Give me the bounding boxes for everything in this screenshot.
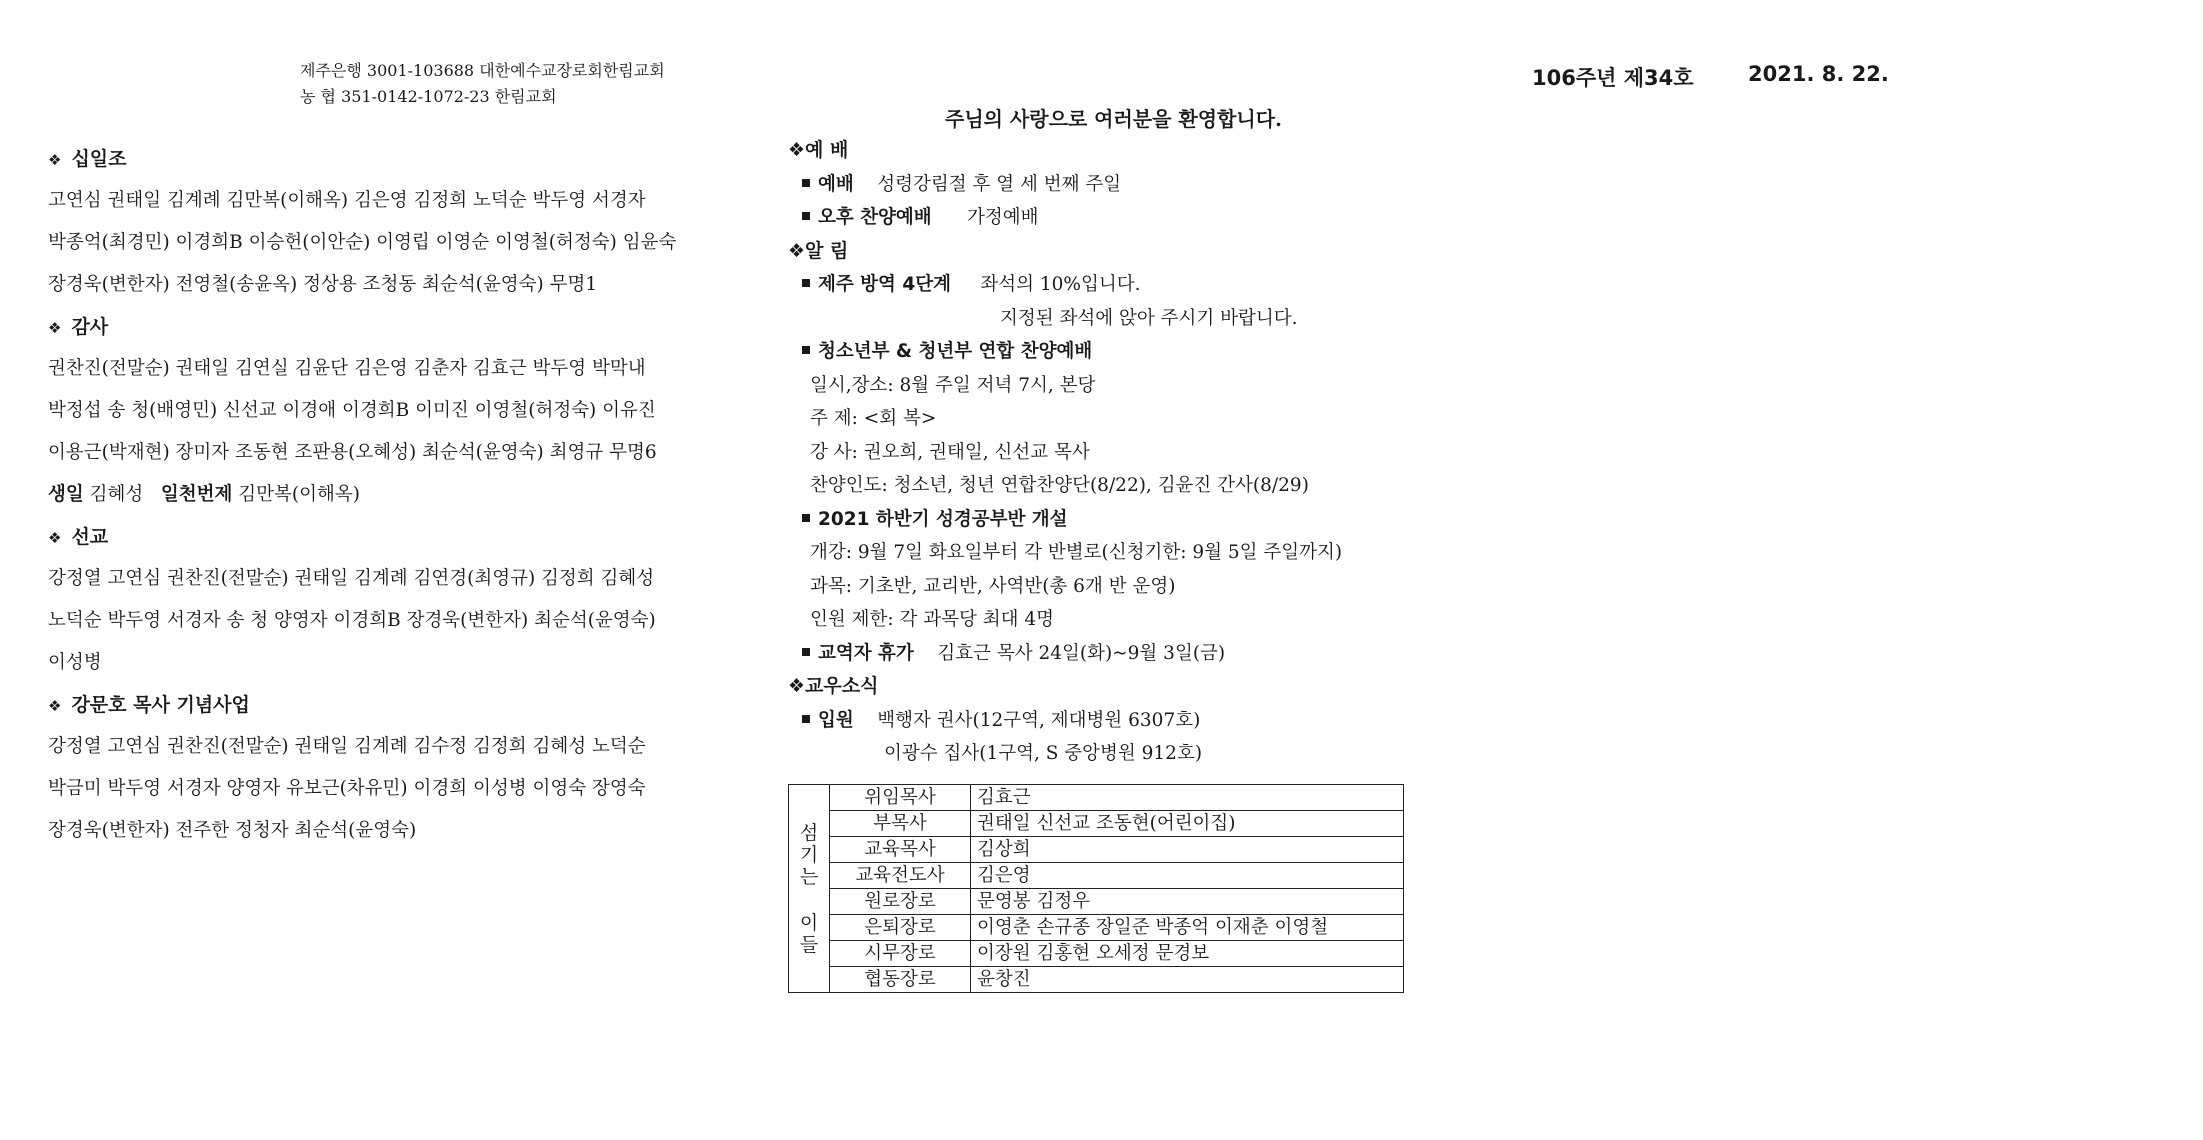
staff-role: 위임목사 [830, 785, 971, 811]
worship-item: 예배 성령강림절 후 열 세 번째 주일 [788, 168, 1408, 202]
name-line: 고연심 권태일 김계례 김만복(이해옥) 김은영 김정희 노덕순 박두영 서경자 [48, 190, 646, 211]
bullet-square-icon [802, 715, 810, 723]
table-row [789, 915, 1404, 941]
staff-names: 김은영 [971, 863, 1404, 889]
table-row [789, 889, 1404, 915]
diamond-icon: ❖ [48, 151, 62, 169]
thousand-offering-name: 김만복(이해옥) [238, 484, 360, 505]
special-offering-line [48, 474, 708, 516]
notice-item: 교역자 휴가 김효근 목사 24일(화)~9월 3일(금) [788, 637, 1408, 671]
notice-line: 주 제: <회 복> [810, 408, 937, 429]
notice-line: 강 사: 권오희, 권태일, 신선교 목사 [810, 441, 1090, 463]
bullet-square-icon [802, 346, 810, 354]
notice-line: 지정된 좌석에 앉아 주시기 바랍니다. [1000, 307, 1298, 329]
table-row [789, 967, 1404, 993]
staff-names: 이장원 김홍현 오세정 문경보 [971, 941, 1404, 967]
table-row [789, 863, 1404, 889]
staff-role: 원로장로 [830, 889, 971, 915]
news-item: 입원 백행자 권사(12구역, 제대병원 6307호) [788, 704, 1408, 738]
name-line: 권찬진(전말순) 권태일 김연실 김윤단 김은영 김춘자 김효근 박두영 박막내 [48, 358, 646, 379]
table-row [789, 941, 1404, 967]
name-line: 강정열 고연심 권찬진(전말순) 권태일 김계례 김연경(최영규) 김정희 김혜성 [48, 568, 655, 589]
diamond-icon: ❖ [788, 239, 806, 262]
bullet-square-icon [802, 279, 810, 287]
section-memorial-title: ❖ 강문호 목사 기념사업 [48, 694, 250, 716]
notice-line: 찬양인도: 청소년, 청년 연합찬양단(8/22), 김윤진 간사(8/29) [810, 475, 1309, 496]
thousand-offering-label: 일천번제 [160, 484, 233, 505]
birthday-label: 생일 [48, 484, 84, 505]
notice-line: 일시,장소: 8월 주일 저녁 7시, 본당 [810, 374, 1096, 396]
bullet-square-icon [802, 212, 810, 220]
name-line: 이성병 [48, 652, 102, 673]
staff-role: 교육목사 [830, 837, 971, 863]
diamond-icon: ❖ [788, 675, 806, 697]
issue-number: 106주년 제34호 [1532, 66, 1694, 90]
staff-names: 문영봉 김정우 [971, 889, 1404, 915]
bank-account-2: 농 협 351-0142-1072-23 한림교회 [300, 87, 557, 106]
worship-heading: ❖예 배 [788, 139, 849, 161]
news-heading: ❖교우소식 [788, 675, 879, 697]
offering-list [48, 138, 708, 852]
name-line: 강정열 고연심 권찬진(전말순) 권태일 김계례 김수정 김정희 김혜성 노덕순 [48, 736, 646, 757]
section-tithe-title: ❖ 십일조 [48, 148, 127, 170]
name-line: 노덕순 박두영 서경자 송 청 양영자 이경희B 장경욱(변한자) 최순석(윤영숙) [48, 610, 656, 631]
notice-line: 과목: 기초반, 교리반, 사역반(총 6개 반 운영) [810, 575, 1176, 597]
staff-names: 이영춘 손규종 장일준 박종억 이재춘 이영철 [971, 915, 1404, 941]
notice-item: 청소년부 & 청년부 연합 찬양예배 [788, 335, 1408, 369]
name-line: 장경욱(변한자) 전주한 정청자 최순석(윤영숙) [48, 820, 417, 841]
diamond-icon: ❖ [48, 529, 62, 547]
issue-date: 2021. 8. 22. [1748, 62, 1889, 86]
bullet-square-icon [802, 648, 810, 656]
notice-heading: ❖알 림 [788, 239, 849, 262]
staff-names: 김상희 [971, 837, 1404, 863]
staff-role: 부목사 [830, 811, 971, 837]
birthday-name: 김혜성 [89, 484, 144, 505]
name-line: 이용근(박재현) 장미자 조동현 조판용(오혜성) 최순석(윤영숙) 최영규 무명6 [48, 442, 657, 463]
name-line: 박종억(최경민) 이경희B 이승헌(이안순) 이영립 이영순 이영철(허정숙) 임윤숙 [48, 232, 677, 253]
staff-names: 권태일 신선교 조동현(어린이집) [971, 811, 1404, 837]
table-row [789, 837, 1404, 863]
staff-names: 윤창진 [971, 967, 1404, 993]
section-mission-title: ❖ 선교 [48, 526, 109, 548]
diamond-icon: ❖ [48, 319, 62, 337]
name-line: 장경욱(변한자) 전영철(송윤옥) 정상용 조청동 최순석(윤영숙) 무명1 [48, 274, 598, 295]
name-line: 박금미 박두영 서경자 양영자 유보근(차유민) 이경희 이성병 이영숙 장영숙 [48, 778, 646, 799]
staff-vertical-label: 섬 기 는 이 들 [789, 785, 830, 993]
name-line: 박정섭 송 청(배영민) 신선교 이경애 이경희B 이미진 이영철(허정숙) 이유진 [48, 400, 656, 421]
staff-role: 시무장로 [830, 941, 971, 967]
staff-role: 협동장로 [830, 967, 971, 993]
staff-role: 교육전도사 [830, 863, 971, 889]
notice-item: 2021 하반기 성경공부반 개설 [788, 503, 1408, 537]
table-row [789, 811, 1404, 837]
news-line: 이광수 집사(1구역, S 중앙병원 912호) [884, 743, 1203, 764]
bullet-square-icon [802, 514, 810, 522]
staff-table [788, 784, 1404, 993]
diamond-icon: ❖ [48, 697, 62, 715]
bank-account-1: 제주은행 3001-103688 대한예수교장로회한림교회 [300, 61, 665, 80]
welcome-message: 주님의 사랑으로 여러분을 환영합니다. [945, 107, 1282, 131]
diamond-icon: ❖ [788, 139, 806, 161]
announcements [788, 134, 1408, 771]
section-thanks-title: ❖ 감사 [48, 316, 109, 338]
staff-names: 김효근 [971, 785, 1404, 811]
notice-line: 인원 제한: 각 과목당 최대 4명 [810, 609, 1054, 630]
notice-line: 개강: 9월 7일 화요일부터 각 반별로(신청기한: 9월 5일 주일까지) [810, 542, 1343, 563]
table-row [789, 785, 1404, 811]
staff-role: 은퇴장로 [830, 915, 971, 941]
notice-item: 제주 방역 4단계 좌석의 10%입니다. [788, 268, 1408, 302]
worship-item: 오후 찬양예배 가정예배 [788, 201, 1408, 235]
bullet-square-icon [802, 179, 810, 187]
